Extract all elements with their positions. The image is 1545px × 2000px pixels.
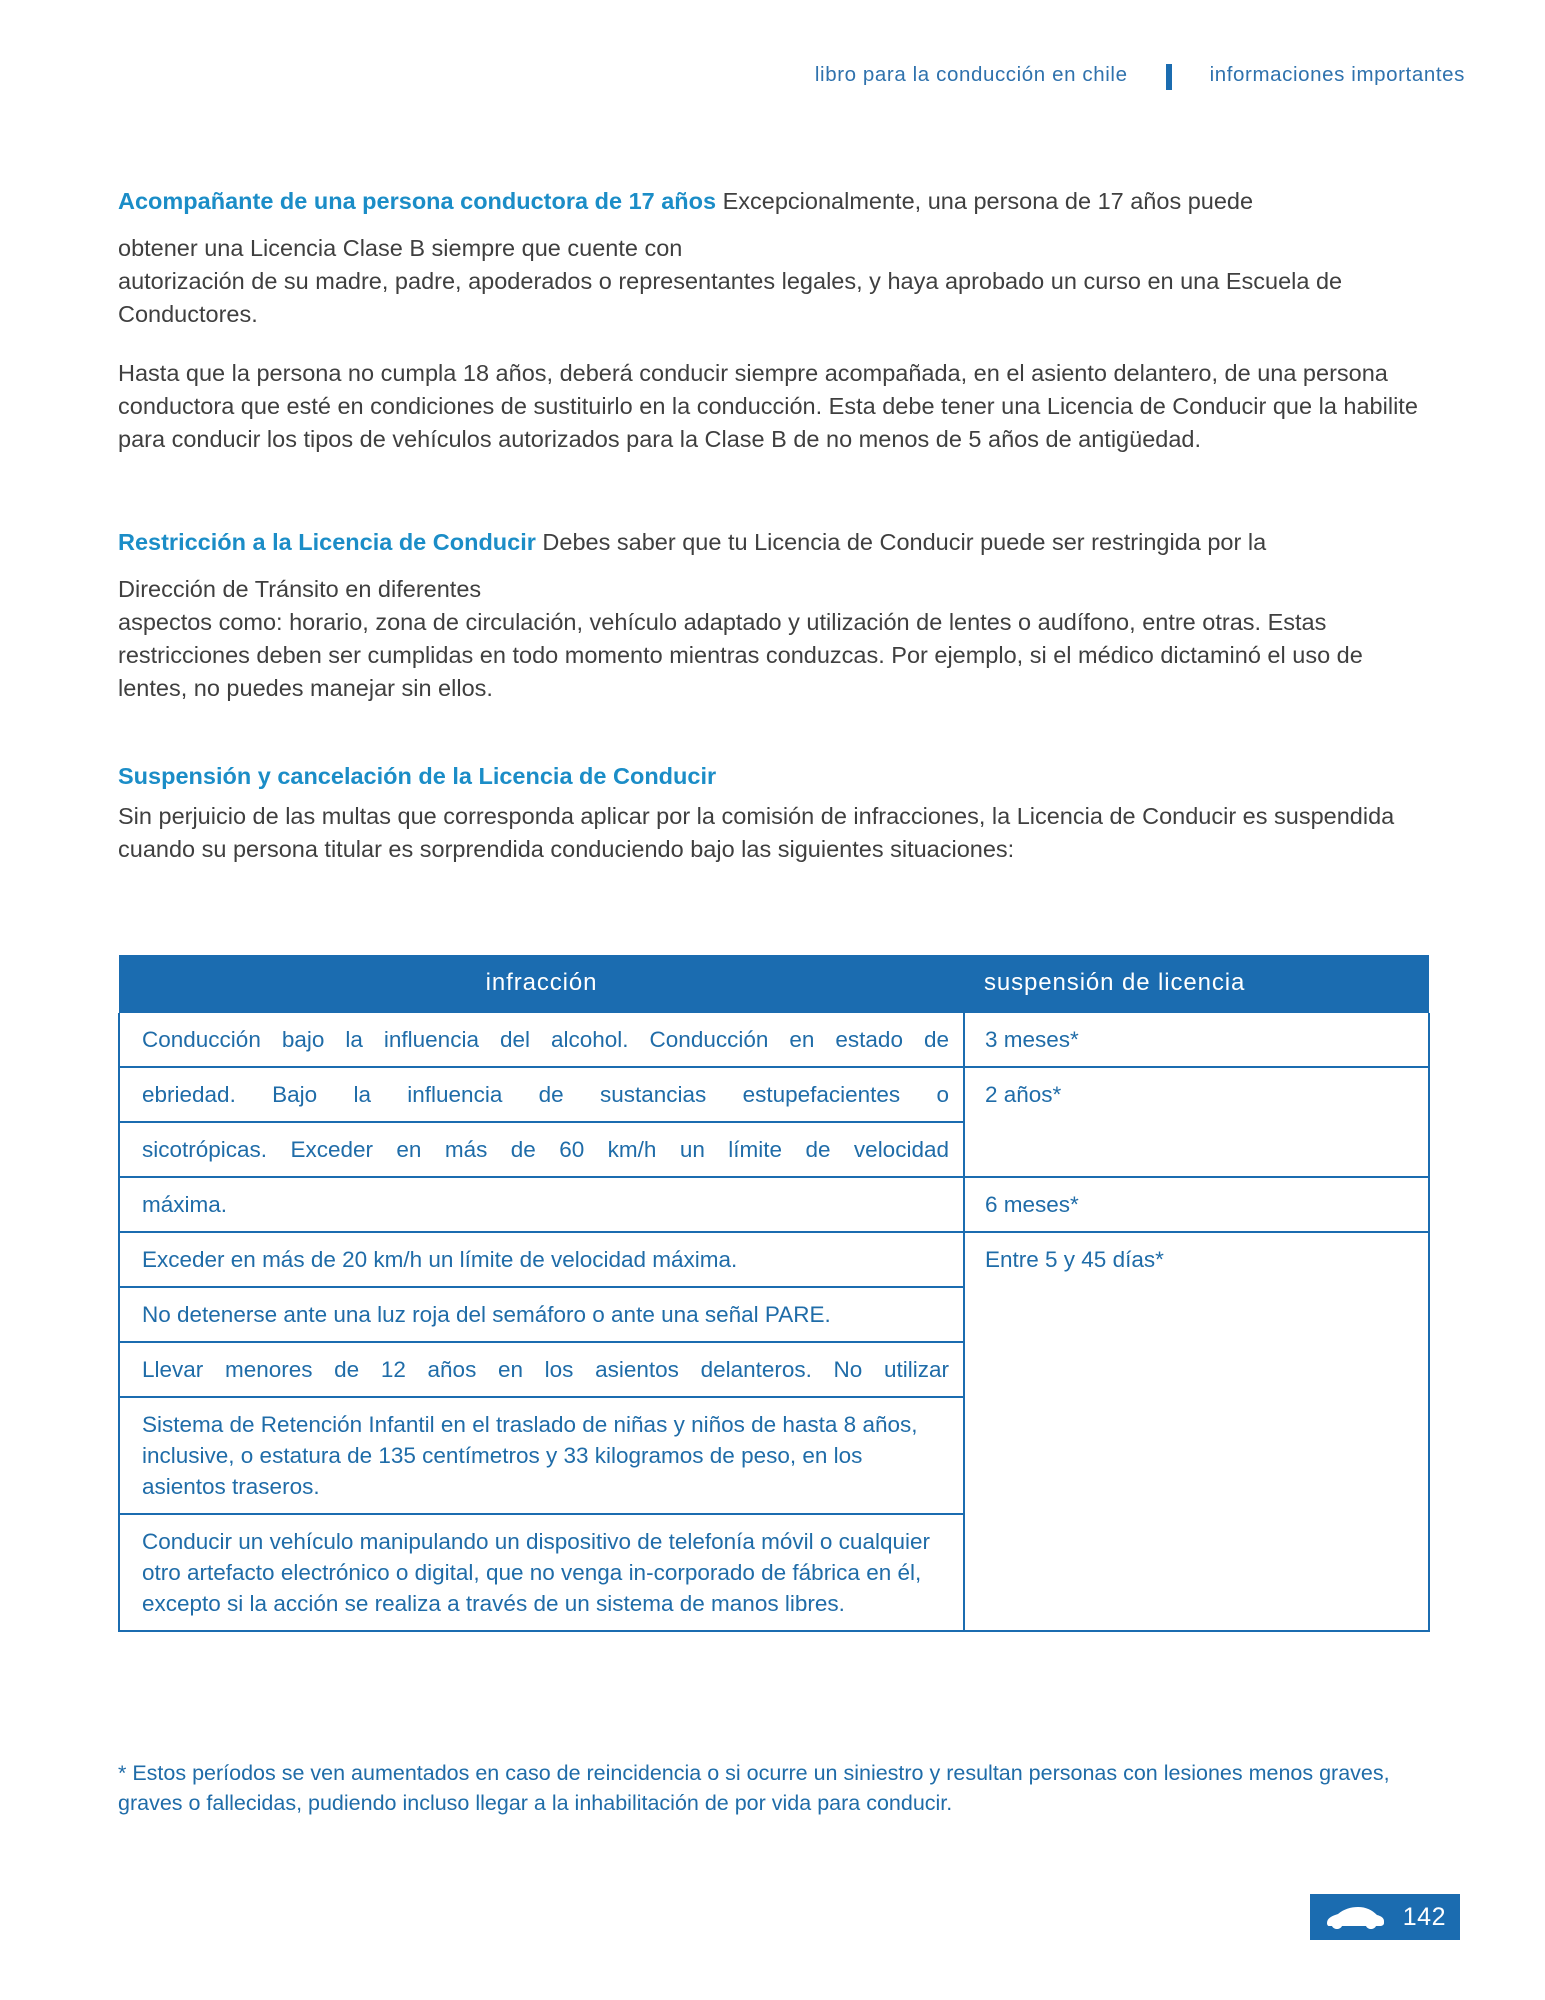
- section-restriccion-inline: Debes saber que tu Licencia de Conducir puede ser restringida por la: [535, 529, 1267, 555]
- car-icon: [1324, 1904, 1386, 1930]
- section-restriccion-lead: [118, 526, 1428, 559]
- cell-suspension: Entre 5 y 45 días*: [964, 1232, 1429, 1631]
- section-restriccion-heading: Restricción a la Licencia de Conducir: [118, 529, 536, 555]
- vertical-bar-icon: [1166, 64, 1172, 90]
- column-header-infraccion: infracción: [119, 955, 964, 1013]
- section-suspension-heading: Suspensión y cancelación de la Licencia de Conducir: [118, 763, 717, 789]
- header-section-title: informaciones importantes: [1209, 63, 1465, 86]
- table-head: [119, 955, 1429, 1013]
- running-header: [0, 62, 1465, 88]
- section-restriccion: [118, 526, 1428, 705]
- cell-suspension: 2 años*: [964, 1067, 1429, 1177]
- section-restriccion-p1: aspectos como: horario, zona de circulación, vehículo adaptado y utilización de lentes o audífono, entre otras. Estas restricciones deben ser cumplidas en todo momento mientras conduzcas. Por ejemplo, si el médico dictaminó el uso de lentes, no puedes manejar sin ellos.: [118, 609, 1363, 701]
- cell-infraccion: Exceder en más de 20 km/h un límite de velocidad máxima.: [119, 1232, 964, 1287]
- cell-infraccion: Conducir un vehículo manipulando un dispositivo de telefonía móvil o cualquier otro artefacto electrónico o digital, que no venga in-corporado de fábrica en él, excepto si la acción se realiza a través de un sistema de manos libres.: [119, 1514, 964, 1631]
- table-header-row: [119, 955, 1429, 1013]
- infractions-table: [118, 955, 1430, 1632]
- spacer: [118, 331, 1428, 357]
- cell-infraccion: sicotrópicas. Exceder en más de 60 km/h un límite de velocidad: [119, 1122, 964, 1177]
- section-acompanante-p2: Hasta que la persona no cumpla 18 años, deberá conducir siempre acompañada, en el asiento delantero, de una persona conductora que esté en condiciones de sustituirlo en la conducción. Esta debe tener una Licencia de Conducir que la habilite para conducir los tipos de vehículos autorizados para la Clase B de no menos de 5 años de antigüedad.: [118, 360, 1418, 452]
- table-row: [119, 1177, 1429, 1232]
- section-acompanante-heading: Acompañante de una persona conductora de 17 años: [118, 188, 717, 214]
- cell-infraccion: máxima.: [119, 1177, 964, 1232]
- infractions-table-wrap: [118, 955, 1428, 1632]
- section-acompanante-lead: [118, 185, 1428, 218]
- cell-infraccion: Conducción bajo la influencia del alcohol. Conducción en estado de: [119, 1013, 964, 1067]
- section-suspension-p0: Sin perjuicio de las multas que corresponda aplicar por la comisión de infracciones, la Licencia de Conducir es suspendida cuando su persona titular es sorprendida conduciendo bajo las siguientes situaciones:: [118, 803, 1395, 862]
- table-footnote: * Estos períodos se ven aumentados en caso de reincidencia o si ocurre un siniestro y resultan personas con lesiones menos graves, graves o fallecidas, pudiendo incluso llegar a la inhabilitación de por vida para conducir.: [118, 1761, 1390, 1815]
- cell-infraccion: No detenerse ante una luz roja del semáforo o ante una señal PARE.: [119, 1287, 964, 1342]
- column-header-suspension: suspensión de licencia: [964, 955, 1429, 1013]
- table-row: [119, 1013, 1429, 1067]
- page-number-badge: [1310, 1894, 1460, 1940]
- section-acompanante-inline: Excepcionalmente, una persona de 17 años puede: [716, 188, 1254, 214]
- table-row: [119, 1232, 1429, 1287]
- cell-suspension: 6 meses*: [964, 1177, 1429, 1232]
- section-acompanante-p1: autorización de su madre, padre, apoderados o representantes legales, y haya aprobado un curso en una Escuela de Conductores.: [118, 268, 1343, 327]
- spacer: [118, 456, 1428, 526]
- spacer: [118, 705, 1428, 763]
- section-acompanante-p0: obtener una Licencia Clase B siempre que cuente con: [118, 235, 683, 261]
- section-acompanante: [118, 185, 1428, 456]
- header-book-title: libro para la conducción en chile: [814, 63, 1128, 86]
- main-content: [118, 185, 1428, 866]
- page-number: 142: [1402, 1902, 1446, 1931]
- section-restriccion-p0: Dirección de Tránsito en diferentes: [118, 576, 482, 602]
- table-row: [119, 1067, 1429, 1122]
- cell-suspension: 3 meses*: [964, 1013, 1429, 1067]
- cell-infraccion: ebriedad. Bajo la influencia de sustancias estupefacientes o: [119, 1067, 964, 1122]
- cell-infraccion: Sistema de Retención Infantil en el traslado de niñas y niños de hasta 8 años, inclusive, o estatura de 135 centímetros y 33 kilogramos de peso, en los asientos traseros.: [119, 1397, 964, 1514]
- table-body: [119, 1013, 1429, 1631]
- cell-infraccion: Llevar menores de 12 años en los asientos delanteros. No utilizar: [119, 1342, 964, 1397]
- section-suspension: [118, 763, 1428, 866]
